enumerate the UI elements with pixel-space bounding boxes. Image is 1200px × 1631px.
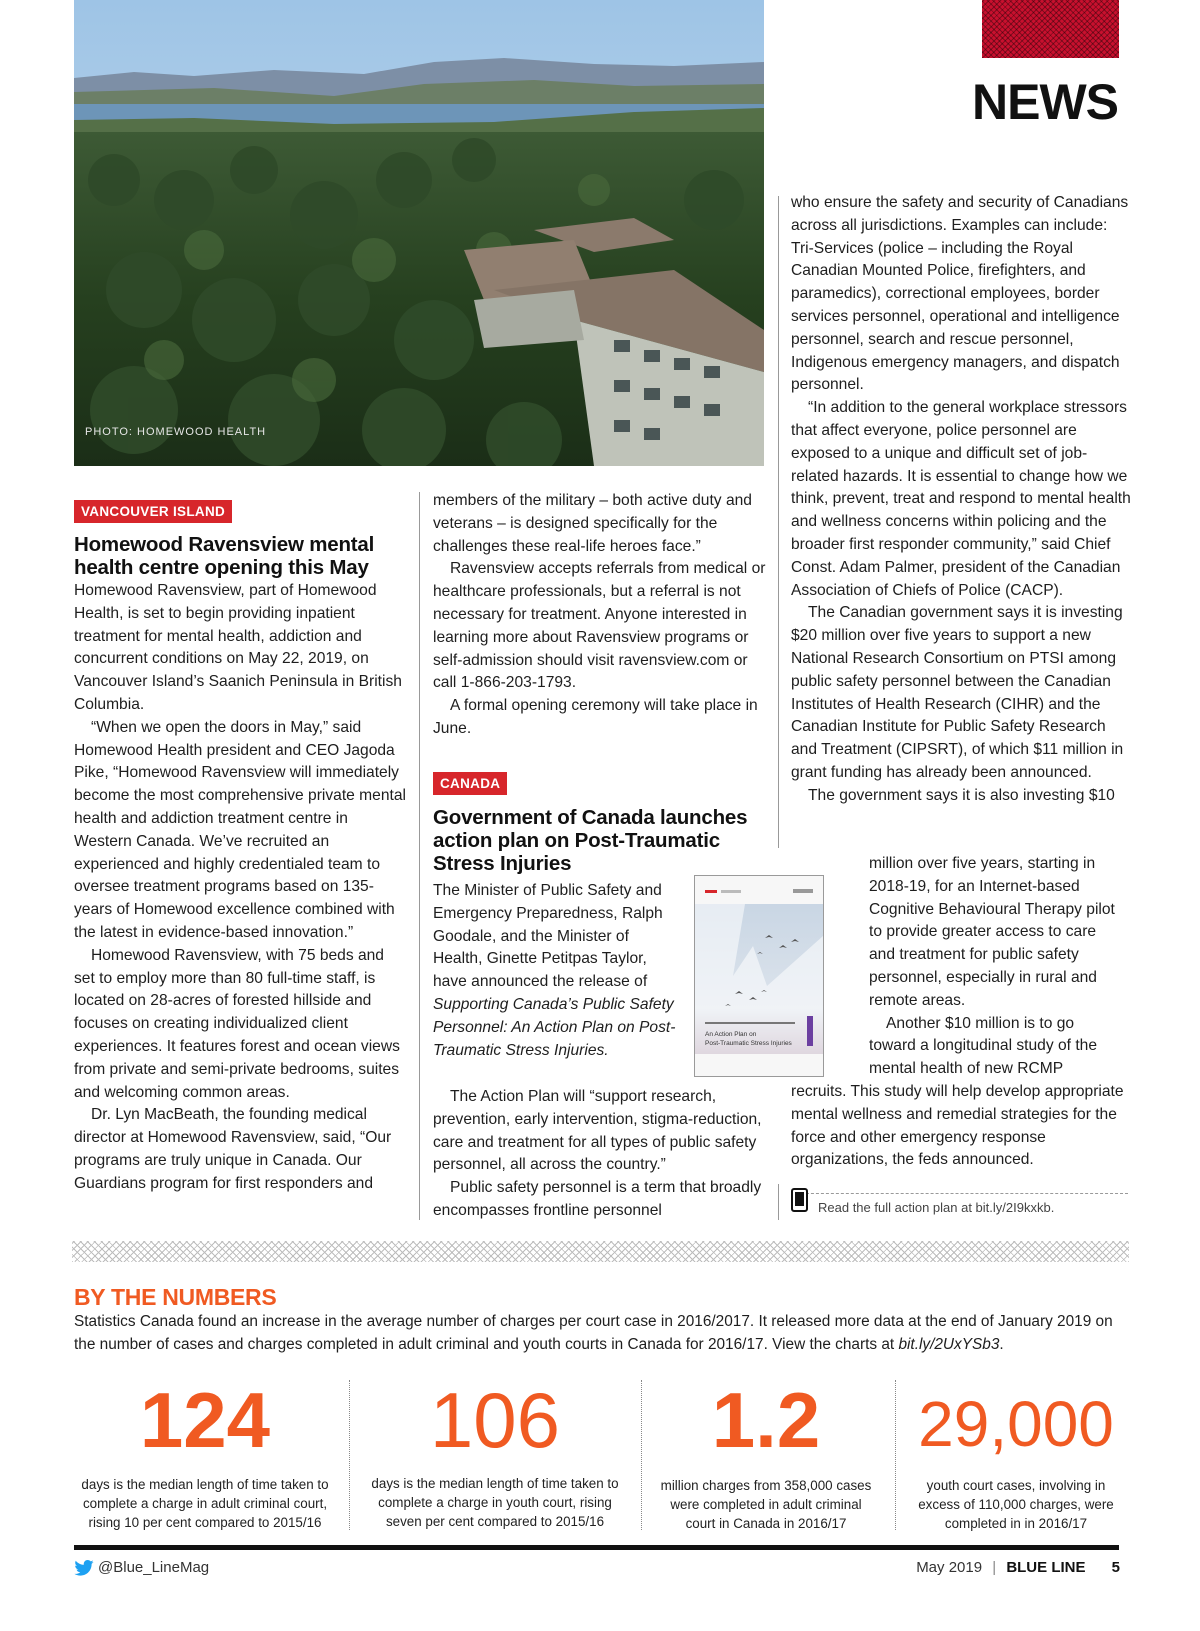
forest-building-image bbox=[74, 0, 764, 466]
numbers-intro bbox=[74, 1311, 1134, 1357]
stat-block bbox=[364, 1377, 626, 1531]
issue-date: May 2019 bbox=[916, 1559, 983, 1576]
article1-paragraph: Homewood Ravensview, with 75 beds and set to employ more than 80 full-time staff, is located on 28-acres of forested hillside and focuses on creating individualized client experiences. It features forest and ocean views from private and semi-private bedrooms, suites and welcoming common areas. bbox=[74, 946, 400, 1101]
page-number: 5 bbox=[1111, 1559, 1120, 1576]
stat-block bbox=[656, 1377, 876, 1533]
footer-separator: | bbox=[992, 1559, 997, 1576]
numbers-heading: BY THE NUMBERS bbox=[74, 1284, 277, 1310]
footer-right bbox=[916, 1559, 1120, 1576]
article1-column2 bbox=[433, 490, 767, 741]
article1-paragraph: Ravensview accepts referrals from medical or healthcare professionals, but a referral is not necessary for treatment. Anyone interested in learning more about Ravensview programs or self-admission should visit ravensview.com or call 1-866-203-1793. bbox=[433, 560, 766, 692]
numbers-intro-end: . bbox=[999, 1335, 1004, 1353]
read-more-link[interactable]: Read the full action plan at bit.ly/2I9kxkb. bbox=[818, 1200, 1055, 1215]
wrap-line: personnel, especially in rural and bbox=[869, 968, 1097, 986]
article2-column2 bbox=[433, 1086, 773, 1223]
article2-column3-wrap bbox=[869, 853, 1131, 1081]
article2-paragraph: who ensure the safety and security of Canadians across all jurisdictions. Examples can include: Tri-Services (police – including the Royal Canadian Mounted Police, firefighters, and paramedics), correctional employees, border services personnel, operational and intelligence personnel, search and rescue personnel, Indigenous emergency managers, and dispatch personnel. bbox=[791, 194, 1129, 394]
wrap-line: mental health of new RCMP bbox=[869, 1060, 1064, 1078]
stat-description: days is the median length of time taken to complete a charge in adult criminal court, rising 10 per cent compared to 2015/16 bbox=[81, 1477, 329, 1530]
action-plan-cover bbox=[694, 875, 824, 1077]
cover-subtitle: Post-Traumatic Stress Injuries bbox=[705, 1040, 792, 1047]
article2-tag: CANADA bbox=[433, 772, 507, 795]
article1-column1 bbox=[74, 533, 409, 1196]
article2-headline: Government of Canada launches action plan on Post-Traumatic Stress Injuries bbox=[433, 806, 748, 875]
column-rule-right-lower bbox=[778, 1184, 779, 1220]
action-plan-title: Supporting Canada’s Public Safety Personnel: An Action Plan on Post-Traumatic Stress Injuries. bbox=[433, 995, 676, 1059]
article2-paragraph: Public safety personnel is a term that broadly encompasses frontline personnel bbox=[433, 1179, 762, 1219]
wrap-line: remote areas. bbox=[869, 991, 966, 1009]
header-pattern-block bbox=[982, 0, 1119, 58]
article1-tag: VANCOUVER ISLAND bbox=[74, 500, 232, 523]
read-more-rule bbox=[791, 1193, 1128, 1194]
stat-divider bbox=[349, 1380, 350, 1530]
stat-divider bbox=[895, 1380, 896, 1530]
numbers-intro-text: Statistics Canada found an increase in the average number of charges per court case in 2016/2017. It released more data at the end of January 2019 on the number of cases and charges completed in adult criminal and youth courts in Canada for 2016/17. View the charts at bbox=[74, 1313, 1113, 1353]
stat-divider bbox=[641, 1380, 642, 1530]
stat-block bbox=[74, 1377, 336, 1532]
wrap-line: 2018-19, for an Internet-based bbox=[869, 877, 1080, 895]
hero-photo bbox=[74, 0, 764, 466]
article2-intro bbox=[433, 880, 678, 1062]
article2-paragraph: The government says it is also investing $10 bbox=[808, 786, 1115, 804]
statcan-link[interactable]: bit.ly/2UxYSb3 bbox=[898, 1335, 1000, 1353]
footer-rule bbox=[74, 1545, 1119, 1550]
tablet-icon bbox=[791, 1188, 808, 1212]
stat-description: days is the median length of time taken to complete a charge in youth court, rising seven per cent compared to 2015/16 bbox=[371, 1476, 619, 1529]
stat-value: 124 bbox=[139, 1376, 271, 1464]
publication-name: BLUE LINE bbox=[1006, 1559, 1086, 1576]
article1-paragraph: A formal opening ceremony will take place in June. bbox=[433, 697, 758, 737]
article2-intro-text: The Minister of Public Safety and Emergency Preparedness, Ralph Goodale, and the Minister of Health, Ginette Petitpas Taylor, have announced the release of bbox=[433, 882, 663, 991]
section-label: NEWS bbox=[972, 74, 1118, 130]
stat-description: youth court cases, involving in excess of 110,000 charges, were completed in in 2016/17 bbox=[918, 1478, 1114, 1531]
column-rule-right bbox=[778, 196, 779, 848]
article1-paragraph: members of the military – both active duty and veterans – is designed specifically for the challenges these real-life heroes face.” bbox=[433, 492, 752, 555]
article2-paragraph: recruits. This study will help develop appropriate mental wellness and remedial strategies for the force and other emergency response organizations, the feds announced. bbox=[791, 1083, 1124, 1169]
column-rule-left bbox=[419, 492, 420, 1220]
article2-headline-block bbox=[433, 806, 773, 875]
wrap-line: Another $10 million is to go bbox=[886, 1014, 1075, 1032]
wrap-line: Cognitive Behavioural Therapy pilot bbox=[869, 900, 1115, 918]
article2-paragraph: “In addition to the general workplace stressors that affect everyone, police personnel are exposed to a unique and difficult set of job-related hazards. It is essential to change how we think, prevent, treat and respond to mental health and wellness concerns within policing and the broader first responder community,” said Chief Const. Adam Palmer, president of the Canadian Association of Chiefs of Police (CACP). bbox=[791, 399, 1131, 599]
article2-column3 bbox=[791, 192, 1131, 808]
twitter-handle[interactable]: @Blue_LineMag bbox=[98, 1559, 210, 1576]
cover-artwork bbox=[695, 876, 823, 1076]
article2-column3-end bbox=[791, 1081, 1131, 1172]
article1-paragraph: Homewood Ravensview, part of Homewood Health, is set to begin providing inpatient treatment for mental health, addiction and concurrent conditions on May 22, 2019, on Vancouver Island’s Saanich Peninsula in British Columbia. bbox=[74, 582, 402, 713]
article1-paragraph: “When we open the doors in May,” said Homewood Health president and CEO Jagoda Pike, “Homewood Ravensview will immediately become the most comprehensive private mental health and addiction treatment centre in Western Canada. We’ve recruited an experienced and highly credentialed team to oversee treatment programs based on 135-years of Homewood excellence combined with the latest in evidence-based innovation.” bbox=[74, 718, 406, 941]
wrap-line: and treatment for public safety bbox=[869, 946, 1079, 964]
cover-subtitle: An Action Plan on bbox=[705, 1031, 757, 1038]
article1-headline: Homewood Ravensview mental health centre opening this May bbox=[74, 533, 375, 579]
stat-value: 106 bbox=[429, 1376, 561, 1464]
stat-value: 1.2 bbox=[711, 1376, 821, 1464]
article1-paragraph: Dr. Lyn MacBeath, the founding medical director at Homewood Ravensview, said, “Our programs are truly unique in Canada. Our Guardians program for first responders and bbox=[74, 1106, 392, 1192]
stat-value: 29,000 bbox=[918, 1388, 1114, 1460]
wrap-line: toward a longitudinal study of the bbox=[869, 1037, 1097, 1055]
photo-credit: PHOTO: HOMEWOOD HEALTH bbox=[85, 426, 267, 438]
section-divider-pattern bbox=[72, 1241, 1129, 1262]
wrap-line: million over five years, starting in bbox=[869, 855, 1096, 872]
wrap-line: to provide greater access to care bbox=[869, 923, 1097, 941]
twitter-icon bbox=[74, 1560, 94, 1576]
stat-description: million charges from 358,000 cases were completed in adult criminal court in Canada in 2016/17 bbox=[660, 1478, 872, 1531]
article2-paragraph: The Canadian government says it is investing $20 million over five years to support a new National Research Consortium on PTSI among public safety personnel between the Canadian Institutes of Health Research (CIHR) and the Canadian Institute for Public Safety Research and Treatment (CIPSRT), of which $11 million in grant funding has already been announced. bbox=[791, 604, 1124, 781]
article2-paragraph: The Action Plan will “support research, prevention, early intervention, stigma-reduction, care and treatment for all types of public safety personnel, all across the country.” bbox=[433, 1088, 762, 1174]
stat-block bbox=[905, 1381, 1127, 1533]
